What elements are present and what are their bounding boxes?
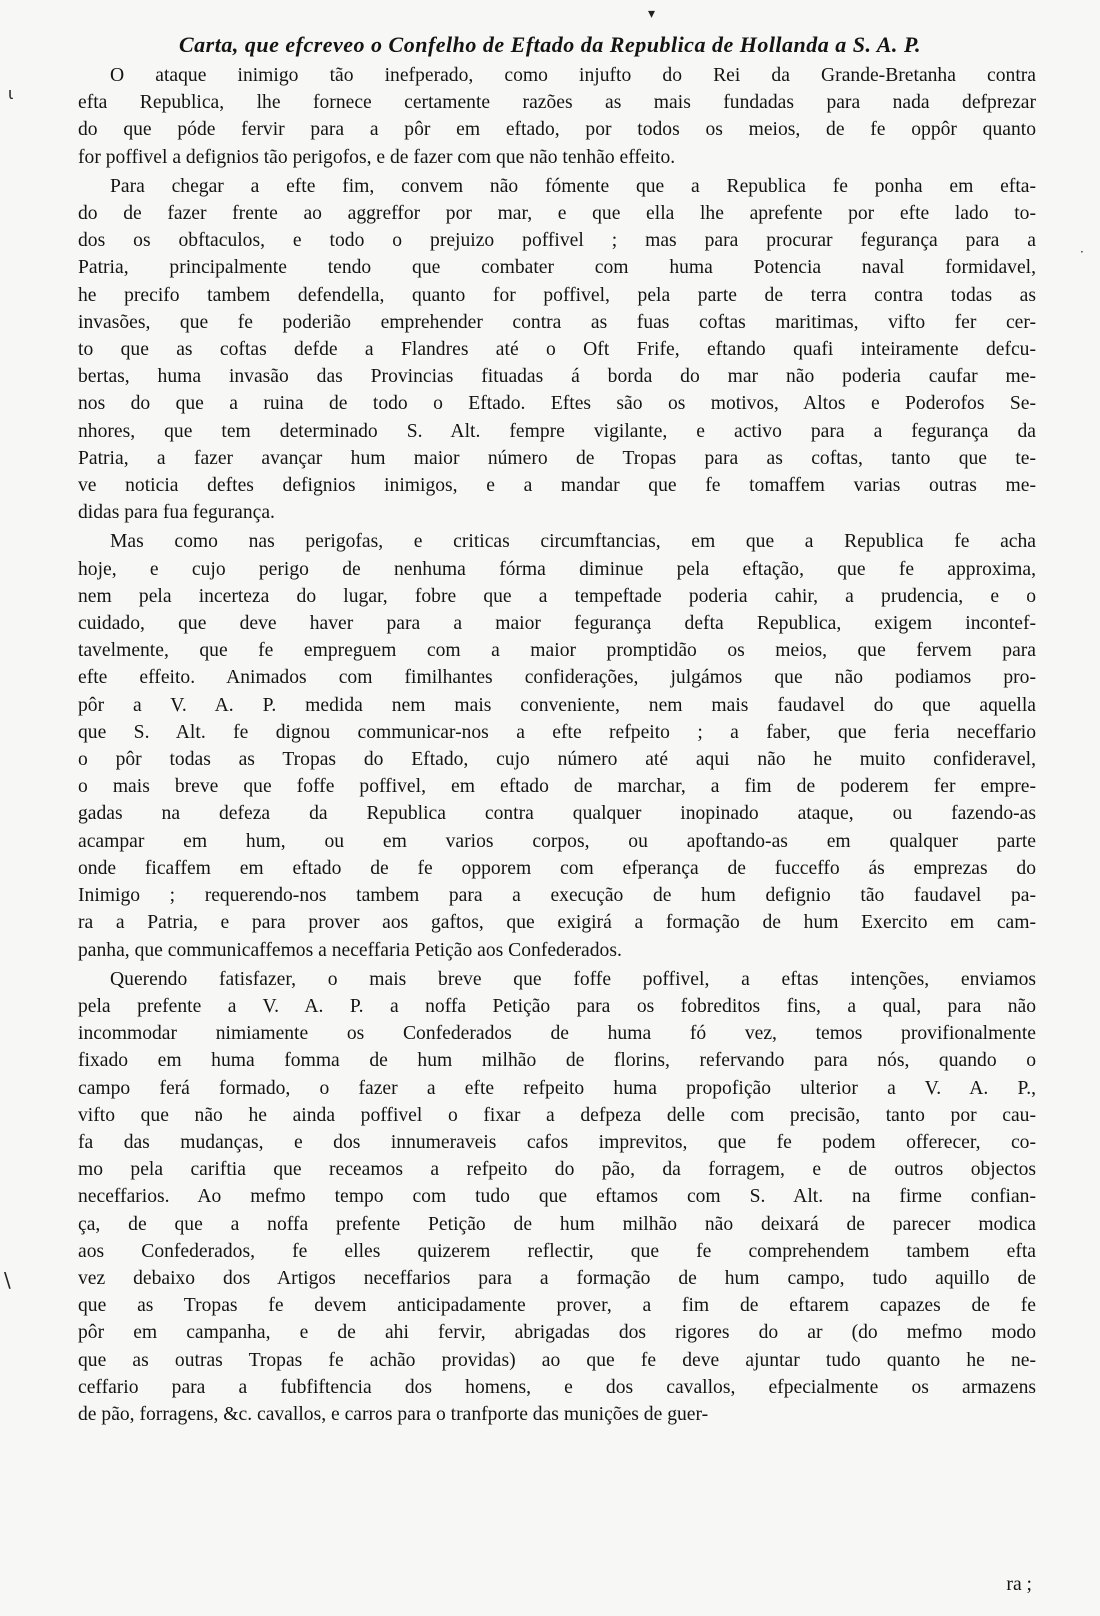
text-line: fa das mudanças, e dos innumeraveis cafos imprevitos, que fe podem offerecer, co-: [78, 1131, 1036, 1153]
letter-title: Carta, que efcreveo o Confelho de Eftado da Republica de Hollanda a S. A. P.: [179, 32, 921, 57]
text-line: campo ferá formado, o fazer a efte refpeito huma propofição ulterior a V. A. P.,: [78, 1077, 1036, 1099]
text-line: efte effeito. Animados com fimilhantes confiderações, julgámos que não podiamos pro-: [78, 667, 1036, 689]
text-line: do que póde fervir para a pôr em eftado, por todos os meios, de fe oppôr quanto: [78, 119, 1036, 141]
paragraph: [78, 62, 1036, 171]
paragraph: [78, 966, 1036, 1428]
text-line: o mais breve que foffe poffivel, em eftado de marchar, a fim de poderem fer empre-: [78, 776, 1036, 798]
text-line: O ataque inimigo tão inefperado, como injufto do Rei da Grande-Bretanha contra: [110, 65, 1036, 86]
text-line: mo pela cariftia que receamos a refpeito do pão, da forragem, e de outros objectos: [78, 1159, 1036, 1181]
text-line: Mas como nas perigofas, e criticas circumftancias, em que a Republica fe acha: [110, 531, 1036, 553]
text-line: Querendo fatisfazer, o mais breve que foffe poffivel, a eftas intenções, enviamos: [110, 968, 1036, 990]
text-line: Patria, a fazer avançar hum maior número de Tropas para as coftas, tanto que te-: [78, 447, 1036, 469]
catchword: ra ;: [1006, 1574, 1032, 1595]
margin-mark: \: [4, 1268, 11, 1292]
letter-body: [78, 62, 1036, 1430]
text-line: que as Tropas fe devem anticipadamente prover, a fim de eftarem capazes de fe: [78, 1295, 1036, 1317]
text-line: he precifo tambem defendella, quanto for poffivel, pela parte de terra contra todas as: [78, 284, 1036, 306]
paragraph: [78, 173, 1036, 527]
text-line: incommodar nimiamente os Confederados de huma fó vez, temos provifionalmente: [78, 1023, 1036, 1045]
text-line: bertas, huma invasão das Provincias fituadas á borda do mar não poderia caufar me-: [78, 366, 1036, 388]
text-line: pôr a V. A. P. medida nem mais conveniente, nem mais faudavel do que aquella: [78, 694, 1036, 716]
text-line: ve noticia deftes defignios inimigos, e a mandar que fe tomaffem varias outras me-: [78, 475, 1036, 497]
margin-mark: ι: [8, 84, 14, 103]
text-line: ceffario para a fubfiftencia dos homens, e dos cavallos, efpecialmente os armazens: [78, 1376, 1036, 1398]
text-line: aos Confederados, fe elles quizerem reflectir, que fe comprehendem tambem efta: [78, 1240, 1036, 1262]
text-line: invasões, que fe poderião emprehender contra as fuas coftas maritimas, vifto fer cer-: [78, 311, 1036, 333]
text-line: acampar em hum, ou em varios corpos, ou apoftando-as em qualquer parte: [78, 830, 1036, 852]
margin-mark: ▾: [648, 6, 656, 22]
paragraph: [78, 528, 1036, 963]
text-line: que as outras Tropas fe achão providas) ao que fe deve ajuntar tudo quanto he ne-: [78, 1349, 1036, 1371]
text-line: cuidado, que deve haver para a maior fegurança defta Republica, exigem incontef-: [78, 613, 1036, 635]
text-line: for poffivel a defignios tão perigofos, e de fazer com que não tenhão effeito.: [78, 146, 676, 168]
text-line: ça, de que a noffa prefente Petição de hum milhão não deixará de parecer modica: [78, 1213, 1036, 1235]
text-line: pela prefente a V. A. P. a noffa Petição para os fobreditos fins, a qual, para não: [78, 995, 1036, 1017]
text-line: Patria, principalmente tendo que combater com huma Potencia naval formidavel,: [78, 257, 1036, 279]
text-line: Inimigo ; requerendo-nos tambem para a execução de hum defignio tão faudavel pa-: [78, 885, 1036, 907]
text-line: onde ficaffem em eftado de fe opporem com efperança de fucceffo ás emprezas do: [78, 857, 1036, 879]
text-line: que S. Alt. fe dignou communicar-nos a efte refpeito ; a faber, que feria neceffario: [78, 721, 1036, 743]
text-line: efta Republica, lhe fornece certamente razões as mais fundadas para nada defprezar: [78, 92, 1036, 114]
text-line: ra a Patria, e para prover aos gaftos, que exigirá a formação de hum Exercito em cam-: [78, 912, 1036, 934]
text-line: fixado em huma fomma de hum milhão de florins, refervando para nós, quando o: [78, 1050, 1036, 1072]
text-line: nhores, que tem determinado S. Alt. fempre vigilante, e activo para a fegurança da: [78, 420, 1036, 442]
text-line: o pôr todas as Tropas do Eftado, cujo número até aqui não he muito confideravel,: [78, 749, 1036, 771]
text-line: didas para fua fegurança.: [78, 502, 275, 524]
text-line: panha, que communicaffemos a neceffaria Petição aos Confederados.: [78, 939, 622, 961]
text-line: gadas na defeza da Republica contra qualquer inopinado ataque, ou fazendo-as: [78, 803, 1036, 825]
text-line: pôr em campanha, e de ahi fervir, abrigadas dos rigores do ar (do mefmo modo: [78, 1322, 1036, 1344]
text-line: nem pela incerteza do lugar, fobre que a tempeftade poderia cahir, a prudencia, e o: [78, 585, 1036, 607]
text-line: tavelmente, que fe empreguem com a maior promptidão os meios, que fervem para: [78, 640, 1036, 662]
text-line: vez debaixo dos Artigos neceffarios para a formação de hum campo, tudo aquillo de: [78, 1267, 1036, 1289]
text-line: de pão, forragens, &c. cavallos, e carros para o tranfporte das munições de guer-: [78, 1403, 709, 1425]
text-line: dos os obftaculos, e todo o prejuizo poffivel ; mas para procurar fegurança para a: [78, 230, 1036, 252]
text-line: nos do que a ruina de todo o Eftado. Eftes são os motivos, Altos e Poderofos Se-: [78, 393, 1036, 415]
text-line: hoje, e cujo perigo de nenhuma fórma diminue pela eftação, que fe approxima,: [78, 558, 1036, 580]
text-line: vifto que não he ainda poffivel o fixar a defpeza delle com precisão, tanto por cau-: [78, 1104, 1036, 1126]
text-line: neceffarios. Ao mefmo tempo com tudo que eftamos com S. Alt. na firme confian-: [78, 1186, 1036, 1208]
text-line: to que as coftas defde a Flandres até o Oft Frife, eftando quafi inteiramente defcu-: [78, 339, 1036, 361]
text-line: Para chegar a efte fim, convem não fómente que a Republica fe ponha em efta-: [110, 175, 1036, 197]
text-line: do de fazer frente ao aggreffor por mar, e que ella lhe aprefente por efte lado to-: [78, 203, 1036, 225]
margin-mark: ·: [1080, 245, 1084, 259]
